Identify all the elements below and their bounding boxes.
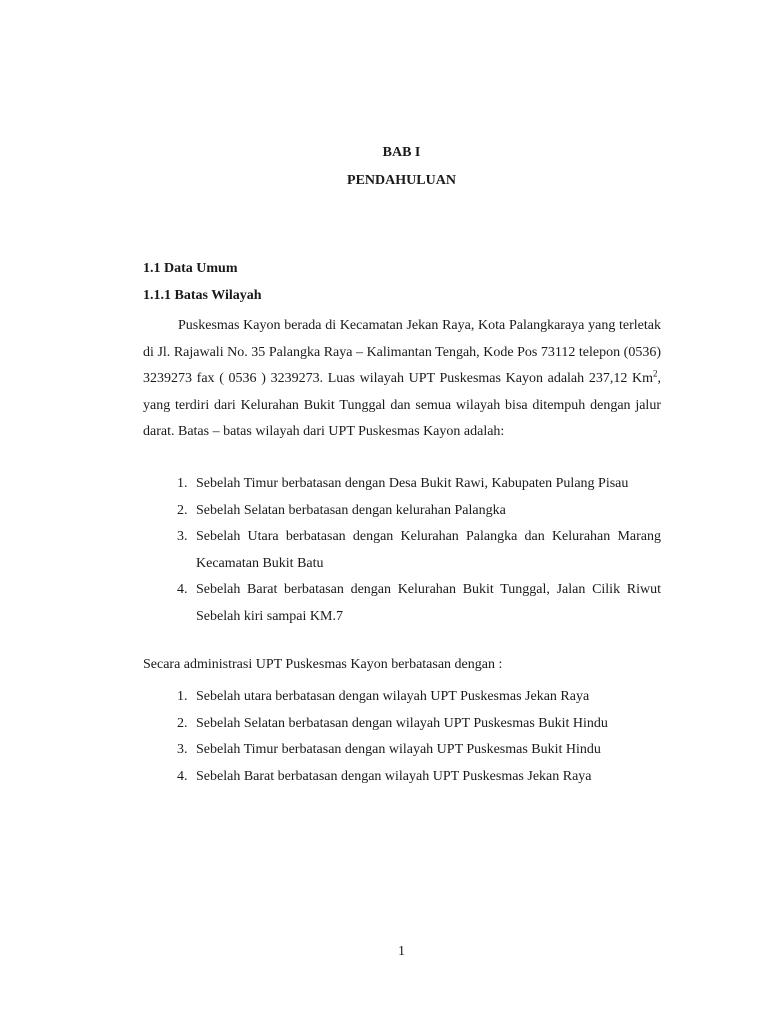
admin-border-list bbox=[177, 684, 661, 790]
border-list bbox=[177, 471, 661, 631]
list-number: 1. bbox=[177, 476, 188, 491]
list-item bbox=[177, 498, 661, 525]
list-item bbox=[177, 577, 661, 630]
list-text: Sebelah utara berbatasan dengan wilayah UPT Puskesmas Jekan Raya bbox=[196, 689, 590, 704]
list-number: 2. bbox=[177, 502, 188, 518]
list-number: 2. bbox=[177, 715, 188, 731]
superscript: 2 bbox=[653, 368, 658, 379]
list-number: 3. bbox=[177, 529, 188, 545]
subsection-heading: 1.1.1 Batas Wilayah bbox=[143, 288, 262, 303]
list-number: 4. bbox=[177, 768, 188, 784]
list-text: Sebelah Timur berbatasan dengan Desa Bukit Rawi, Kabupaten Pulang Pisau bbox=[196, 476, 629, 491]
list-item bbox=[177, 737, 661, 764]
list-item bbox=[177, 471, 661, 498]
list-item bbox=[177, 711, 661, 738]
page-number: 1 bbox=[398, 944, 405, 959]
list-number: 4. bbox=[177, 582, 188, 598]
paragraph-text-1: Puskesmas Kayon berada di Kecamatan Jekan Raya, Kota Palangkaraya yang terletak di Jl. Rajawali No. 35 Palangka Raya – Kalimantan Tengah, Kode Pos 73112 telepon (0536) 3239273 fax ( 0536 ) 3239273. Luas wilayah UPT Puskesmas Kayon adalah 237,12 Km bbox=[143, 318, 661, 387]
list-text: Sebelah Barat berbatasan dengan Kelurahan Bukit Tunggal, Jalan Cilik Riwut Sebelah kiri sampai KM.7 bbox=[196, 582, 661, 624]
list-item bbox=[177, 524, 661, 577]
list-text: Sebelah Barat berbatasan dengan wilayah UPT Puskesmas Jekan Raya bbox=[196, 768, 592, 784]
list-item bbox=[177, 684, 661, 711]
list-text: Sebelah Selatan berbatasan dengan wilayah UPT Puskesmas Bukit Hindu bbox=[196, 715, 608, 731]
list-text: Sebelah Selatan berbatasan dengan kelurahan Palangka bbox=[196, 502, 506, 518]
chapter-label: BAB I bbox=[382, 145, 421, 160]
list-text: Sebelah Utara berbatasan dengan Kelurahan Palangka dan Kelurahan Marang Kecamatan Bukit Batu bbox=[196, 529, 661, 571]
admin-intro: Secara administrasi UPT Puskesmas Kayon berbatasan dengan : bbox=[143, 657, 503, 672]
section-heading: 1.1 Data Umum bbox=[143, 261, 238, 276]
list-text: Sebelah Timur berbatasan dengan wilayah UPT Puskesmas Bukit Hindu bbox=[196, 742, 601, 758]
paragraph-text-2: , yang terdiri dari Kelurahan Bukit Tunggal dan semua wilayah bisa ditempuh dengan jalur darat. Batas – batas wilayah dari UPT Puskesmas Kayon adalah: bbox=[143, 371, 661, 440]
list-item bbox=[177, 764, 661, 791]
list-number: 1. bbox=[177, 689, 188, 704]
list-number: 3. bbox=[177, 742, 188, 758]
intro-paragraph bbox=[143, 313, 661, 446]
chapter-title: PENDAHULUAN bbox=[347, 173, 456, 188]
